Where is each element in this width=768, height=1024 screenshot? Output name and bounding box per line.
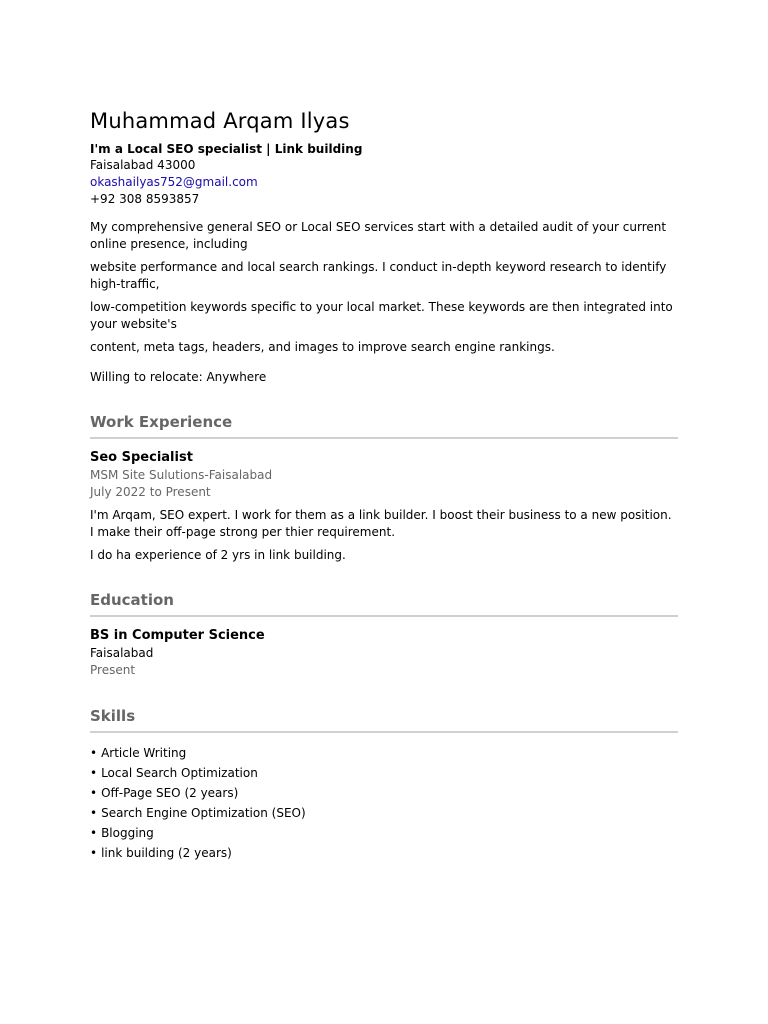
bullet-icon: • [90, 786, 98, 800]
work-experience-section [90, 412, 678, 564]
section-title-skills: Skills [90, 707, 136, 725]
job-dates: July 2022 to Present [90, 485, 211, 499]
skill-label: link building (2 years) [101, 846, 232, 860]
skill-label: Blogging [101, 826, 154, 840]
candidate-name: Muhammad Arqam Ilyas [90, 109, 350, 133]
bullet-icon: • [90, 806, 98, 820]
job-description [90, 507, 678, 564]
skill-item [90, 743, 678, 763]
company-line [90, 467, 678, 484]
skill-label: Local Search Optimization [101, 766, 258, 780]
phone: +92 308 8593857 [90, 192, 200, 206]
job-description-paragraph: I'm Arqam, SEO expert. I work for them as a link builder. I boost their business to a new position. I make their off-page strong per thier requirement. [90, 508, 672, 539]
summary [90, 219, 678, 356]
skill-label: Search Engine Optimization (SEO) [101, 806, 306, 820]
bullet-icon: • [90, 746, 98, 760]
skill-item [90, 843, 678, 863]
section-title-work: Work Experience [90, 413, 233, 431]
education-section [90, 590, 678, 679]
company-city: Faisalabad [208, 468, 273, 482]
skill-item [90, 783, 678, 803]
location: Faisalabad 43000 [90, 158, 196, 172]
job-title: Seo Specialist [90, 450, 193, 465]
section-divider [90, 615, 678, 617]
email-link[interactable]: okashailyas752@gmail.com [90, 175, 258, 189]
degree-title: BS in Computer Science [90, 628, 265, 643]
bullet-icon: • [90, 826, 98, 840]
skill-label: Article Writing [101, 746, 187, 760]
summary-paragraph: content, meta tags, headers, and images to improve search engine rankings. [90, 340, 555, 354]
company-separator: - [204, 468, 209, 482]
section-divider [90, 731, 678, 733]
skills-list [90, 743, 678, 863]
summary-paragraph: My comprehensive general SEO or Local SEO services start with a detailed audit of your current online presence, including [90, 220, 667, 251]
section-divider [90, 437, 678, 439]
bullet-icon: • [90, 766, 98, 780]
email-row [90, 174, 678, 191]
skill-item [90, 823, 678, 843]
headline: I'm a Local SEO specialist | Link building [90, 142, 363, 156]
summary-paragraph: website performance and local search rankings. I conduct in-depth keyword research to identify high-traffic, [90, 260, 667, 291]
skills-section [90, 706, 678, 863]
relocate-note: Willing to relocate: Anywhere [90, 370, 267, 384]
company-name: MSM Site Sulutions [90, 468, 205, 482]
skill-item [90, 803, 678, 823]
section-title-education: Education [90, 591, 174, 609]
bullet-icon: • [90, 846, 98, 860]
job-description-paragraph: I do ha experience of 2 yrs in link building. [90, 548, 346, 562]
education-dates: Present [90, 663, 136, 677]
education-location: Faisalabad [90, 646, 154, 660]
skill-item [90, 763, 678, 783]
skill-label: Off-Page SEO (2 years) [101, 786, 239, 800]
summary-paragraph: low-competition keywords specific to your local market. These keywords are then integrated into your website's [90, 300, 673, 331]
